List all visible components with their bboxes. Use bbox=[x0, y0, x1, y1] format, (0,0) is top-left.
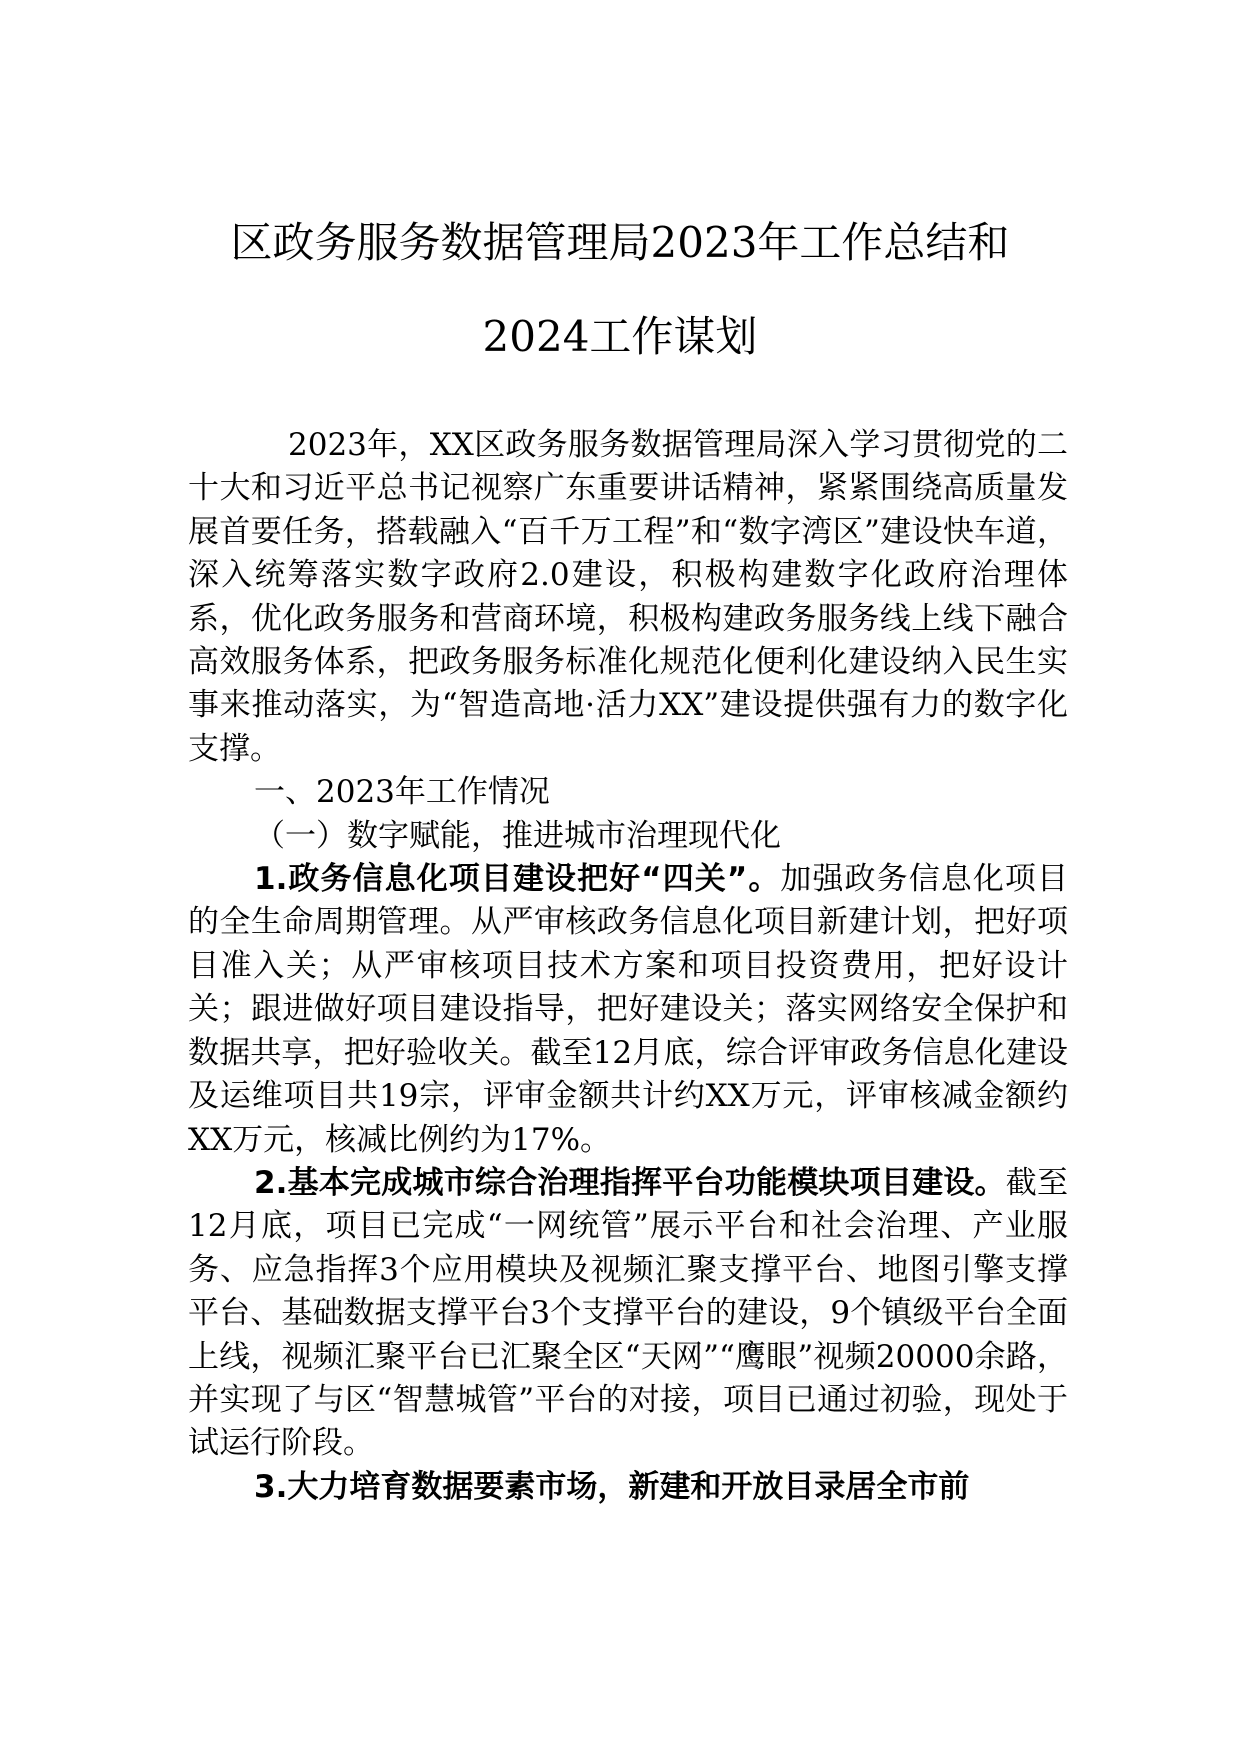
item-3-paragraph bbox=[188, 1466, 1068, 1509]
item-3-title: 3.大力培育数据要素市场，新建和开放目录居全市前 bbox=[254, 1468, 970, 1505]
section-heading: 一、2023年工作情况 bbox=[254, 774, 550, 811]
item-2-title: 2.基本完成城市综合治理指挥平台功能模块项目建设。 bbox=[254, 1164, 1006, 1201]
item-2-paragraph bbox=[188, 1162, 1068, 1466]
document-body bbox=[188, 424, 1068, 1509]
item-1-body: 加强政务信息化项目的全生命周期管理。从严审核政务信息化项目新建计划，把好项目准入关；从严审核项目技术方案和项目投资费用，把好设计关；跟进做好项目建设指导，把好建设关；落实网络安全保护和数据共享，把好验收关。截至12月底，综合评审政务信息化建设及运维项目共19宗，评审金额共计约XX万元，评审核减金额约XX万元，核减比例约为17%。 bbox=[188, 861, 1068, 1158]
document-title-line-2: 2024工作谋划 bbox=[482, 312, 758, 361]
item-1-title: 1.政务信息化项目建设把好“四关”。 bbox=[254, 861, 781, 898]
item-1-paragraph bbox=[188, 858, 1068, 1162]
item-2-body: 截至12月底，项目已完成“一网统管”展示平台和社会治理、产业服务、应急指挥3个应用模块及视频汇聚支撑平台、地图引擎支撑平台、基础数据支撑平台3个支撑平台的建设，9个镇级平台全面上线，视频汇聚平台已汇聚全区“天网”“鹰眼”视频20000余路，并实现了与区“智慧城管”平台的对接，项目已通过初验，现处于试运行阶段。 bbox=[188, 1164, 1069, 1462]
subsection-heading: （一）数字赋能，推进城市治理现代化 bbox=[254, 817, 781, 854]
intro-paragraph: 2023年，XX区政务服务数据管理局深入学习贯彻党的二十大和习近平总书记视察广东重要讲话精神，紧紧围绕高质量发展首要任务，搭载融入“百千万工程”和“数字湾区”建设快车道，深入统筹落实数字政府2.0建设，积极构建数字化政府治理体系，优化政务服务和营商环境，积极构建政务服务线上线下融合高效服务体系，把政务服务标准化规范化便利化建设纳入民生实事来推动落实，为“智造高地·活力XX”建设提供强有力的数字化支撑。 bbox=[188, 427, 1068, 767]
document-title-line-1: 区政务服务数据管理局2023年工作总结和 bbox=[230, 218, 1010, 267]
